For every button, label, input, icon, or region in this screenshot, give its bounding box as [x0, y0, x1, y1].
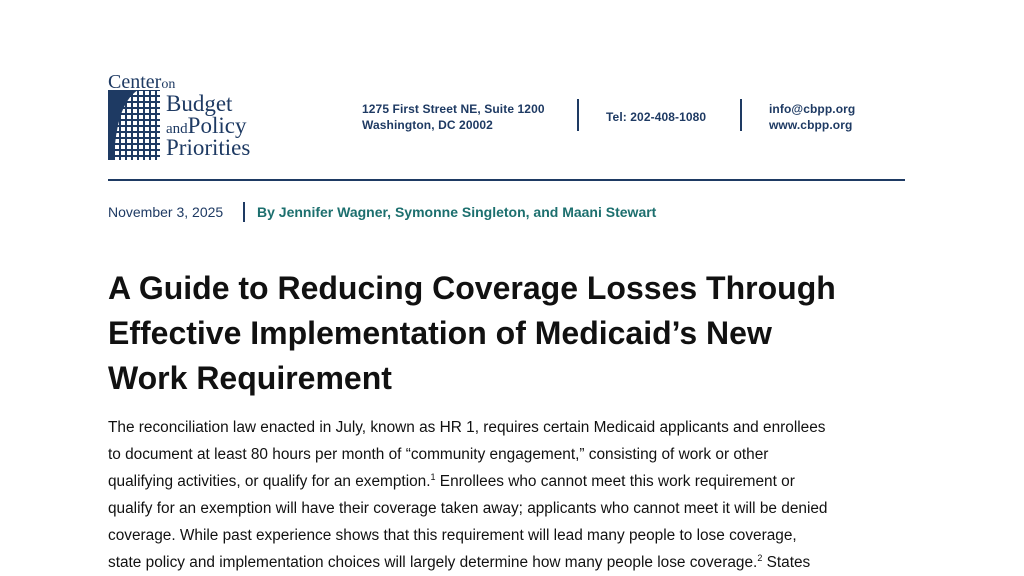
footnote-ref-1[interactable]: 1: [430, 471, 436, 482]
logo-line-center: Centeron: [108, 71, 176, 93]
paragraph-line: to document at least 80 hours per month of “community engagement,” consisting of work or other: [108, 446, 769, 463]
cbpp-logo[interactable]: [108, 72, 268, 162]
paragraph-line: qualify for an exemption will have their coverage taken away; applicants who cannot meet it will be denied: [108, 500, 828, 517]
logo-grid-icon: [108, 90, 160, 160]
address-line-1: 1275 First Street NE, Suite 1200: [362, 102, 545, 116]
email-link[interactable]: info@cbpp.org: [769, 102, 856, 116]
paragraph-line: qualifying activities, or qualify for an exemption.$^1$ Enrollees who cannot meet this work requirement or: [108, 471, 795, 490]
contact-links: [769, 101, 855, 133]
paragraph-line: The reconciliation law enacted in July, known as HR 1, requires certain Medicaid applicants and enrollees: [108, 419, 826, 436]
title-line: A Guide to Reducing Coverage Losses Through: [108, 270, 836, 306]
logo-line-priorities: Priorities: [166, 135, 251, 160]
divider: [740, 99, 742, 131]
paragraph-line: state policy and implementation choices will largely determine how many people lose coverage.$^2$ States: [108, 552, 811, 571]
title-line: Effective Implementation of Medicaid’s New: [108, 315, 772, 351]
phone-number[interactable]: Tel: 202-408-1080: [606, 110, 707, 124]
header-rule: [108, 179, 905, 181]
logo-line-policy: andPolicy: [166, 113, 247, 138]
divider: [577, 99, 579, 131]
title-line: Work Requirement: [108, 360, 392, 396]
page-title: [108, 266, 908, 401]
publication-date: November 3, 2025: [108, 204, 224, 220]
website-link[interactable]: www.cbpp.org: [769, 118, 853, 132]
address-line-2: Washington, DC 20002: [362, 118, 493, 132]
address-block: [362, 101, 545, 133]
authors-byline: By Jennifer Wagner, Symonne Singleton, and Maani Stewart: [257, 204, 657, 220]
logo-line-budget: Budget: [166, 91, 233, 116]
intro-paragraph: [108, 414, 908, 576]
footnote-ref-2[interactable]: 2: [757, 552, 763, 563]
meta-divider: [243, 202, 245, 222]
paragraph-line: coverage. While past experience shows that this requirement will lead many people to lose coverage,: [108, 527, 797, 544]
